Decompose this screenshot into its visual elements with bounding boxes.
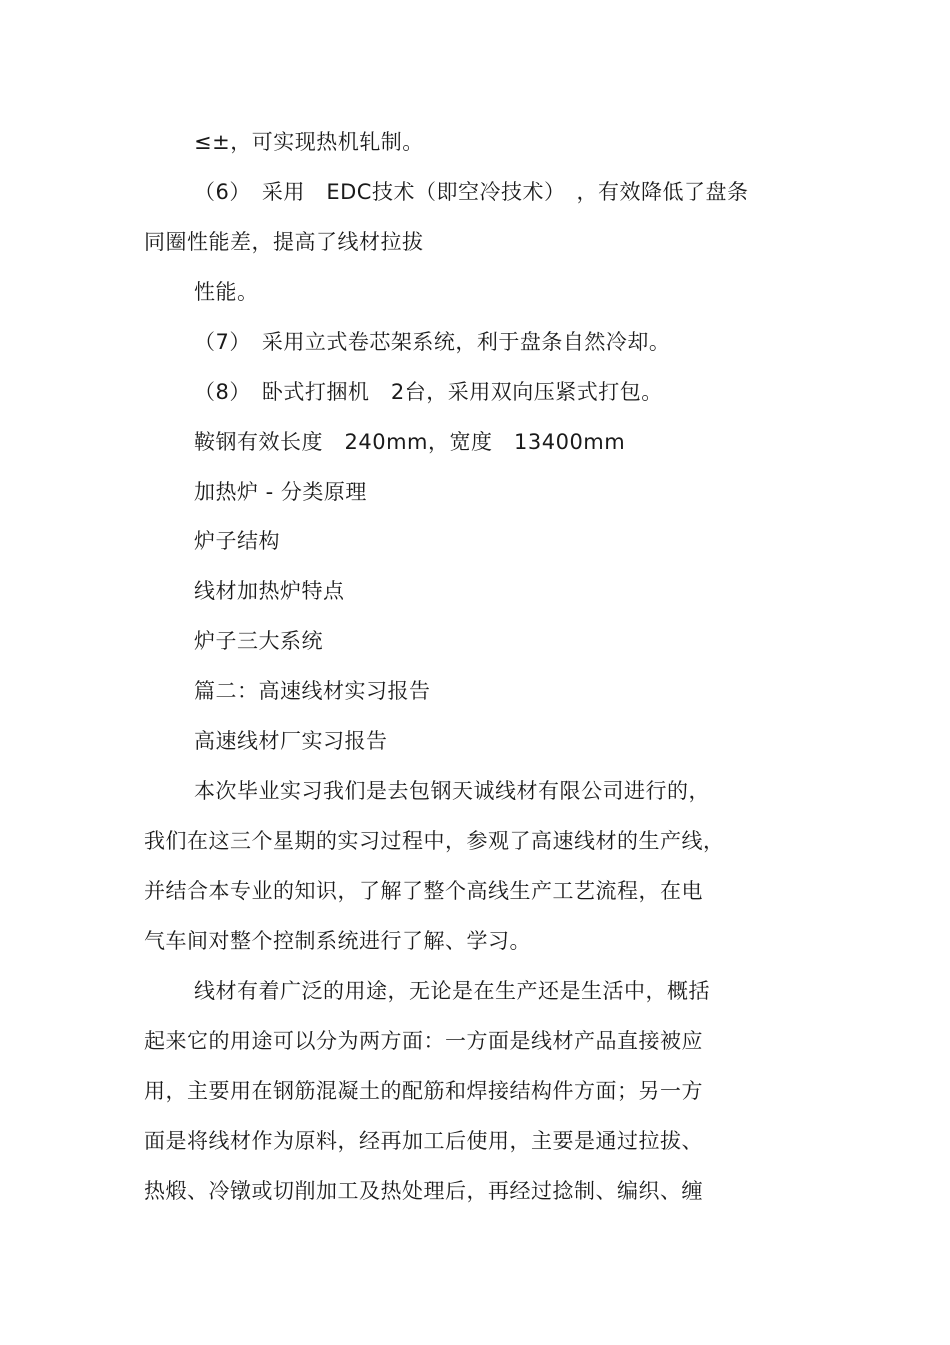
text-line: 线材有着广泛的用途，无论是在生产还是生活中，概括 <box>194 979 710 1003</box>
text-line: 炉子结构 <box>194 529 280 553</box>
text-line: 用，主要用在钢筋混凝土的配筋和焊接结构件方面；另一方 <box>144 1079 703 1103</box>
text-line: 气车间对整个控制系统进行了解、学习。 <box>144 929 531 953</box>
text-line: 鞍钢有效长度 240mm，宽度 13400mm <box>194 430 626 454</box>
text-line: ≤±，可实现热机轧制。 <box>194 130 424 154</box>
text-line: 线材加热炉特点 <box>194 579 345 603</box>
report-title: 高速线材厂实习报告 <box>194 729 388 753</box>
text-line: 同圈性能差，提高了线材拉拔 <box>144 230 424 254</box>
text-line: 我们在这三个星期的实习过程中，参观了高速线材的生产线， <box>144 829 725 853</box>
section-heading: 篇二：高速线材实习报告 <box>194 679 431 703</box>
text-line: 并结合本专业的知识，了解了整个高线生产工艺流程，在电 <box>144 879 703 903</box>
text-line: 本次毕业实习我们是去包钢天诚线材有限公司进行的， <box>194 779 710 803</box>
text-line: 面是将线材作为原料，经再加工后使用，主要是通过拉拔、 <box>144 1129 703 1153</box>
text-line: 加热炉 - 分类原理 <box>194 480 367 504</box>
text-line: 性能。 <box>194 280 259 304</box>
text-line: 炉子三大系统 <box>194 629 323 653</box>
text-line: （7） 采用立式卷芯架系统，利于盘条自然冷却。 <box>194 330 671 354</box>
text-line: 起来它的用途可以分为两方面：一方面是线材产品直接被应 <box>144 1029 703 1053</box>
text-line: 热煅、冷镦或切削加工及热处理后，再经过捻制、编织、缠 <box>144 1179 703 1203</box>
text-line: （6） 采用 EDC技术（即空冷技术） ，有效降低了盘条 <box>194 180 749 204</box>
text-line: （8） 卧式打捆机 2台，采用双向压紧式打包。 <box>194 380 663 404</box>
